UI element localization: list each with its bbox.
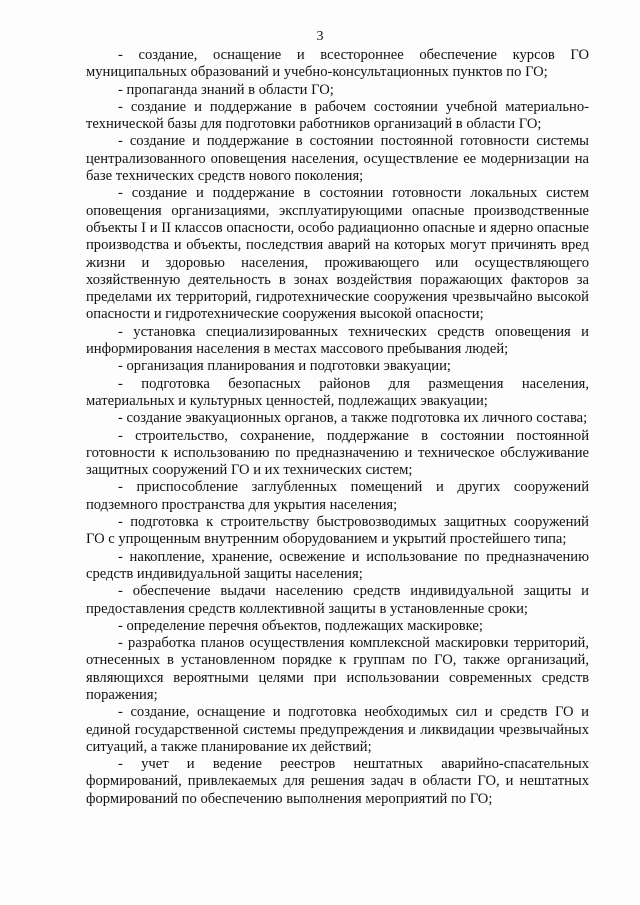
list-item: - организация планирования и подготовки эвакуации;	[118, 358, 451, 375]
list-item: - накопление, хранение, освежение и использование по предназначению средств индивидуальной защиты населения;	[86, 548, 589, 582]
list-item: - создание и поддержание в рабочем состоянии учебной материально-технической базы для подготовки работников организаций в области ГО;	[86, 98, 589, 133]
list-item: - подготовка к строительству быстровозводимых защитных сооружений ГО с упрощенным внутренним оборудованием и укрытий простейшего типа;	[86, 514, 589, 548]
list-item: - создание, оснащение и всестороннее обеспечение курсов ГО муниципальных образований и учебно-консультационных пунктов по ГО;	[86, 47, 589, 81]
document-body	[86, 47, 589, 808]
list-item: - создание и поддержание в состоянии готовности локальных систем оповещения организациями, эксплуатирующими опасные производственные объекты I и II классов опасности, особо радиационно опасные и ядерно опасные производства и объекты, последствия аварий на которых могут причинять вред жизни и здоровью населения, проживающего или осуществляющего хозяйственную деятельность в зонах воздействия поражающих факторов за пределами их территорий, гидротехнические сооружения чрезвычайно высокой опасности и гидротехнические сооружения высокой опасности;	[86, 185, 589, 323]
list-item: - строительство, сохранение, поддержание в состоянии постоянной готовности к использованию по предназначению и техническое обслуживание защитных сооружений ГО и их технических систем;	[86, 427, 589, 479]
list-item: - пропаганда знаний в области ГО;	[118, 81, 334, 98]
list-item: - создание и поддержание в состоянии постоянной готовности системы централизованного оповещения населения, осуществление ее модернизации на базе технических средств нового поколения;	[86, 133, 589, 185]
list-item: - разработка планов осуществления комплексной маскировки территорий, отнесенных в установленном порядке к группам по ГО, также организаций, являющихся вероятными целями при использовании современных средств поражения;	[86, 635, 589, 703]
list-item: - определение перечня объектов, подлежащих маскировке;	[118, 617, 483, 634]
page-number: 3	[316, 29, 324, 44]
list-item: - учет и ведение реестров нештатных аварийно-спасательных формирований, привлекаемых для решения задач в области ГО, и нештатных формирований по обеспечению выполнения мероприятий по ГО;	[86, 756, 589, 807]
list-item: - подготовка безопасных районов для размещения населения, материальных и культурных ценностей, подлежащих эвакуации;	[86, 375, 589, 409]
list-item: - установка специализированных технических средств оповещения и информирования населения в местах массового пребывания людей;	[86, 323, 589, 358]
list-item: - обеспечение выдачи населению средств индивидуальной защиты и предоставления средств коллективной защиты в установленные сроки;	[86, 583, 589, 617]
list-item: - создание, оснащение и подготовка необходимых сил и средств ГО и единой государственной системы предупреждения и ликвидации чрезвычайных ситуаций, а также планирование их действий;	[86, 704, 589, 755]
list-item: - создание эвакуационных органов, а также подготовка их личного состава;	[118, 410, 588, 427]
list-item: - приспособление заглубленных помещений и других сооружений подземного пространства для укрытия населения;	[86, 479, 589, 513]
